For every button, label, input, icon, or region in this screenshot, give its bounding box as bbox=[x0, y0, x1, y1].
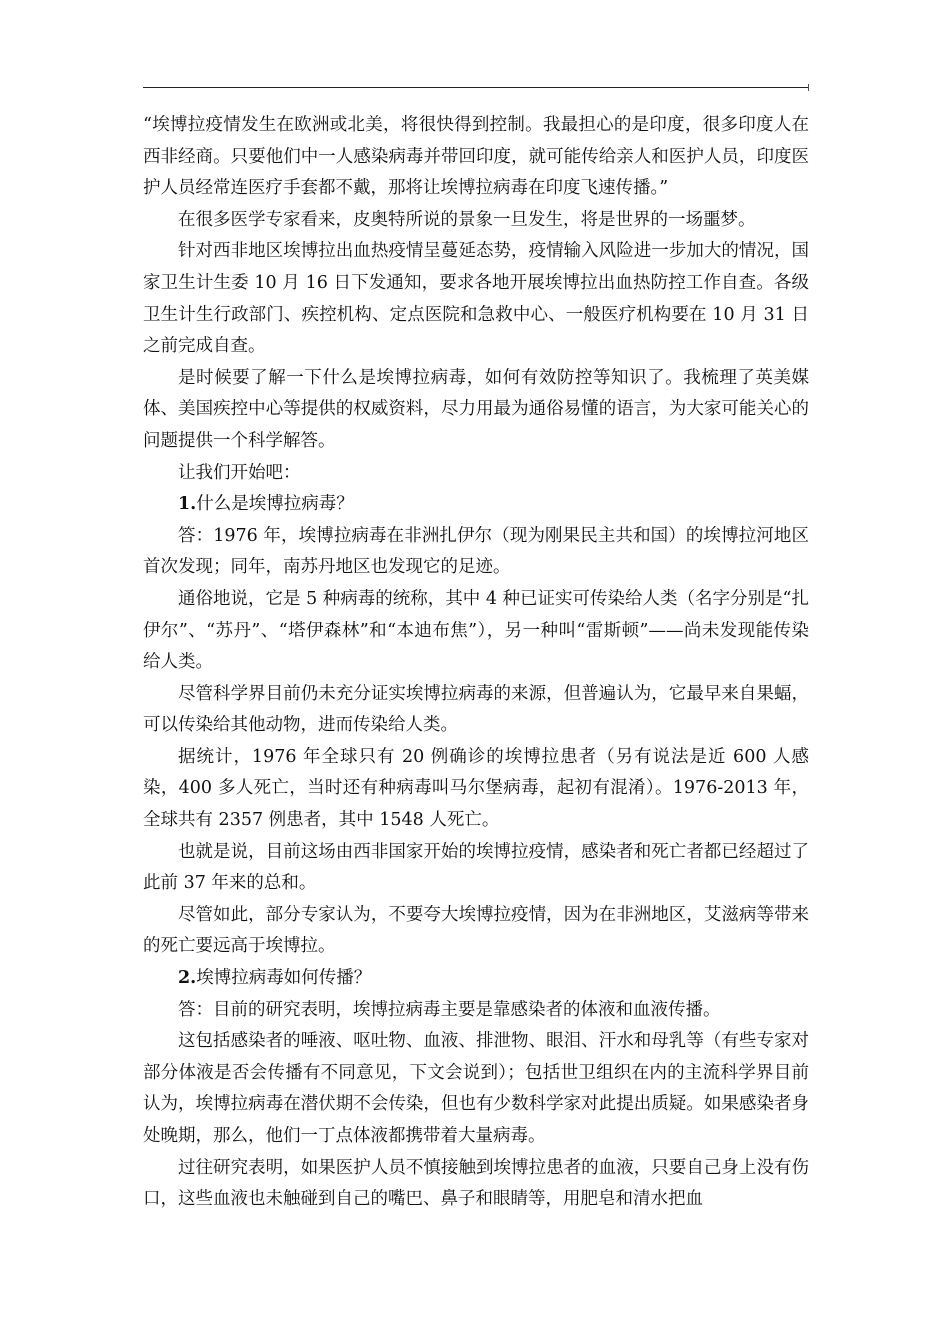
section-title: 什么是埃博拉病毒？ bbox=[196, 494, 354, 515]
section-heading-2 bbox=[143, 963, 809, 995]
document-body bbox=[143, 110, 809, 1216]
paragraph: 答：1976 年，埃博拉病毒在非洲扎伊尔（现为刚果民主共和国）的埃博拉河地区首次发现；同年，南苏丹地区也发现它的足迹。 bbox=[143, 525, 809, 578]
paragraph-quote: “埃博拉疫情发生在欧洲或北美，将很快得到控制。我最担心的是印度，很多印度人在西非经商。只要他们中一人感染病毒并带回印度，就可能传给亲人和医护人员，印度医护人员经常连医疗手套都不戴，那将让埃博拉病毒在印度飞速传播。” bbox=[143, 115, 809, 199]
header-rule bbox=[143, 87, 809, 88]
section-title: 埃博拉病毒如何传播？ bbox=[196, 968, 372, 989]
paragraph: 在很多医学专家看来，皮奥特所说的景象一旦发生，将是世界的一场噩梦。 bbox=[178, 209, 756, 230]
section-number: 1. bbox=[178, 494, 197, 515]
header-rule-tick bbox=[808, 84, 809, 91]
paragraph: 也就是说，目前这场由西非国家开始的埃博拉疫情，感染者和死亡者都已经超过了此前 37 年来的总和。 bbox=[143, 841, 809, 894]
paragraph: 尽管科学界目前仍未充分证实埃博拉病毒的来源，但普遍认为，它最早来自果蝠，可以传染给其他动物，进而传染给人类。 bbox=[143, 683, 809, 736]
paragraph: 尽管如此，部分专家认为，不要夸大埃博拉疫情，因为在非洲地区，艾滋病等带来的死亡要远高于埃博拉。 bbox=[143, 904, 809, 957]
paragraph: 过往研究表明，如果医护人员不慎接触到埃博拉患者的血液，只要自己身上没有伤口，这些血液也未触碰到自己的嘴巴、鼻子和眼睛等，用肥皂和清水把血 bbox=[143, 1157, 809, 1210]
paragraph: 通俗地说，它是 5 种病毒的统称，其中 4 种已证实可传染给人类（名字分别是“扎伊尔”、“苏丹”、“塔伊森林”和“本迪布焦”），另一种叫“雷斯顿”——尚未发现能传染给人类。 bbox=[143, 588, 809, 673]
paragraph: 让我们开始吧： bbox=[178, 462, 301, 483]
paragraph: 答：目前的研究表明，埃博拉病毒主要是靠感染者的体液和血液传播。 bbox=[178, 999, 721, 1020]
section-heading-1 bbox=[143, 489, 809, 521]
paragraph: 据统计，1976 年全球只有 20 例确诊的埃博拉患者（另有说法是近 600 人感染，400 多人死亡，当时还有种病毒叫马尔堡病毒，起初有混淆）。1976-2013 年，全球共有 2357 例患者，其中 1548 人死亡。 bbox=[143, 746, 809, 831]
paragraph: 这包括感染者的唾液、呕吐物、血液、排泄物、眼泪、汗水和母乳等（有些专家对部分体液是否会传播有不同意见，下文会说到）；包括世卫组织在内的主流科学界目前认为，埃博拉病毒在潜伏期不会传染，但也有少数科学家对此提出质疑。如果感染者身处晚期，那么，他们一丁点体液都携带着大量病毒。 bbox=[143, 1031, 809, 1146]
paragraph: 是时候要了解一下什么是埃博拉病毒，如何有效防控等知识了。我梳理了英美媒体、美国疾控中心等提供的权威资料，尽力用最为通俗易懂的语言，为大家可能关心的问题提供一个科学解答。 bbox=[143, 367, 809, 451]
paragraph: 针对西非地区埃博拉出血热疫情呈蔓延态势，疫情输入风险进一步加大的情况，国家卫生计生委 10 月 16 日下发通知，要求各地开展埃博拉出血热防控工作自查。各级卫生计生行政部门、疾控机构、定点医院和急救中心、一般医疗机构要在 10 月 31 日之前完成自查。 bbox=[143, 241, 809, 357]
section-number: 2. bbox=[178, 968, 197, 989]
